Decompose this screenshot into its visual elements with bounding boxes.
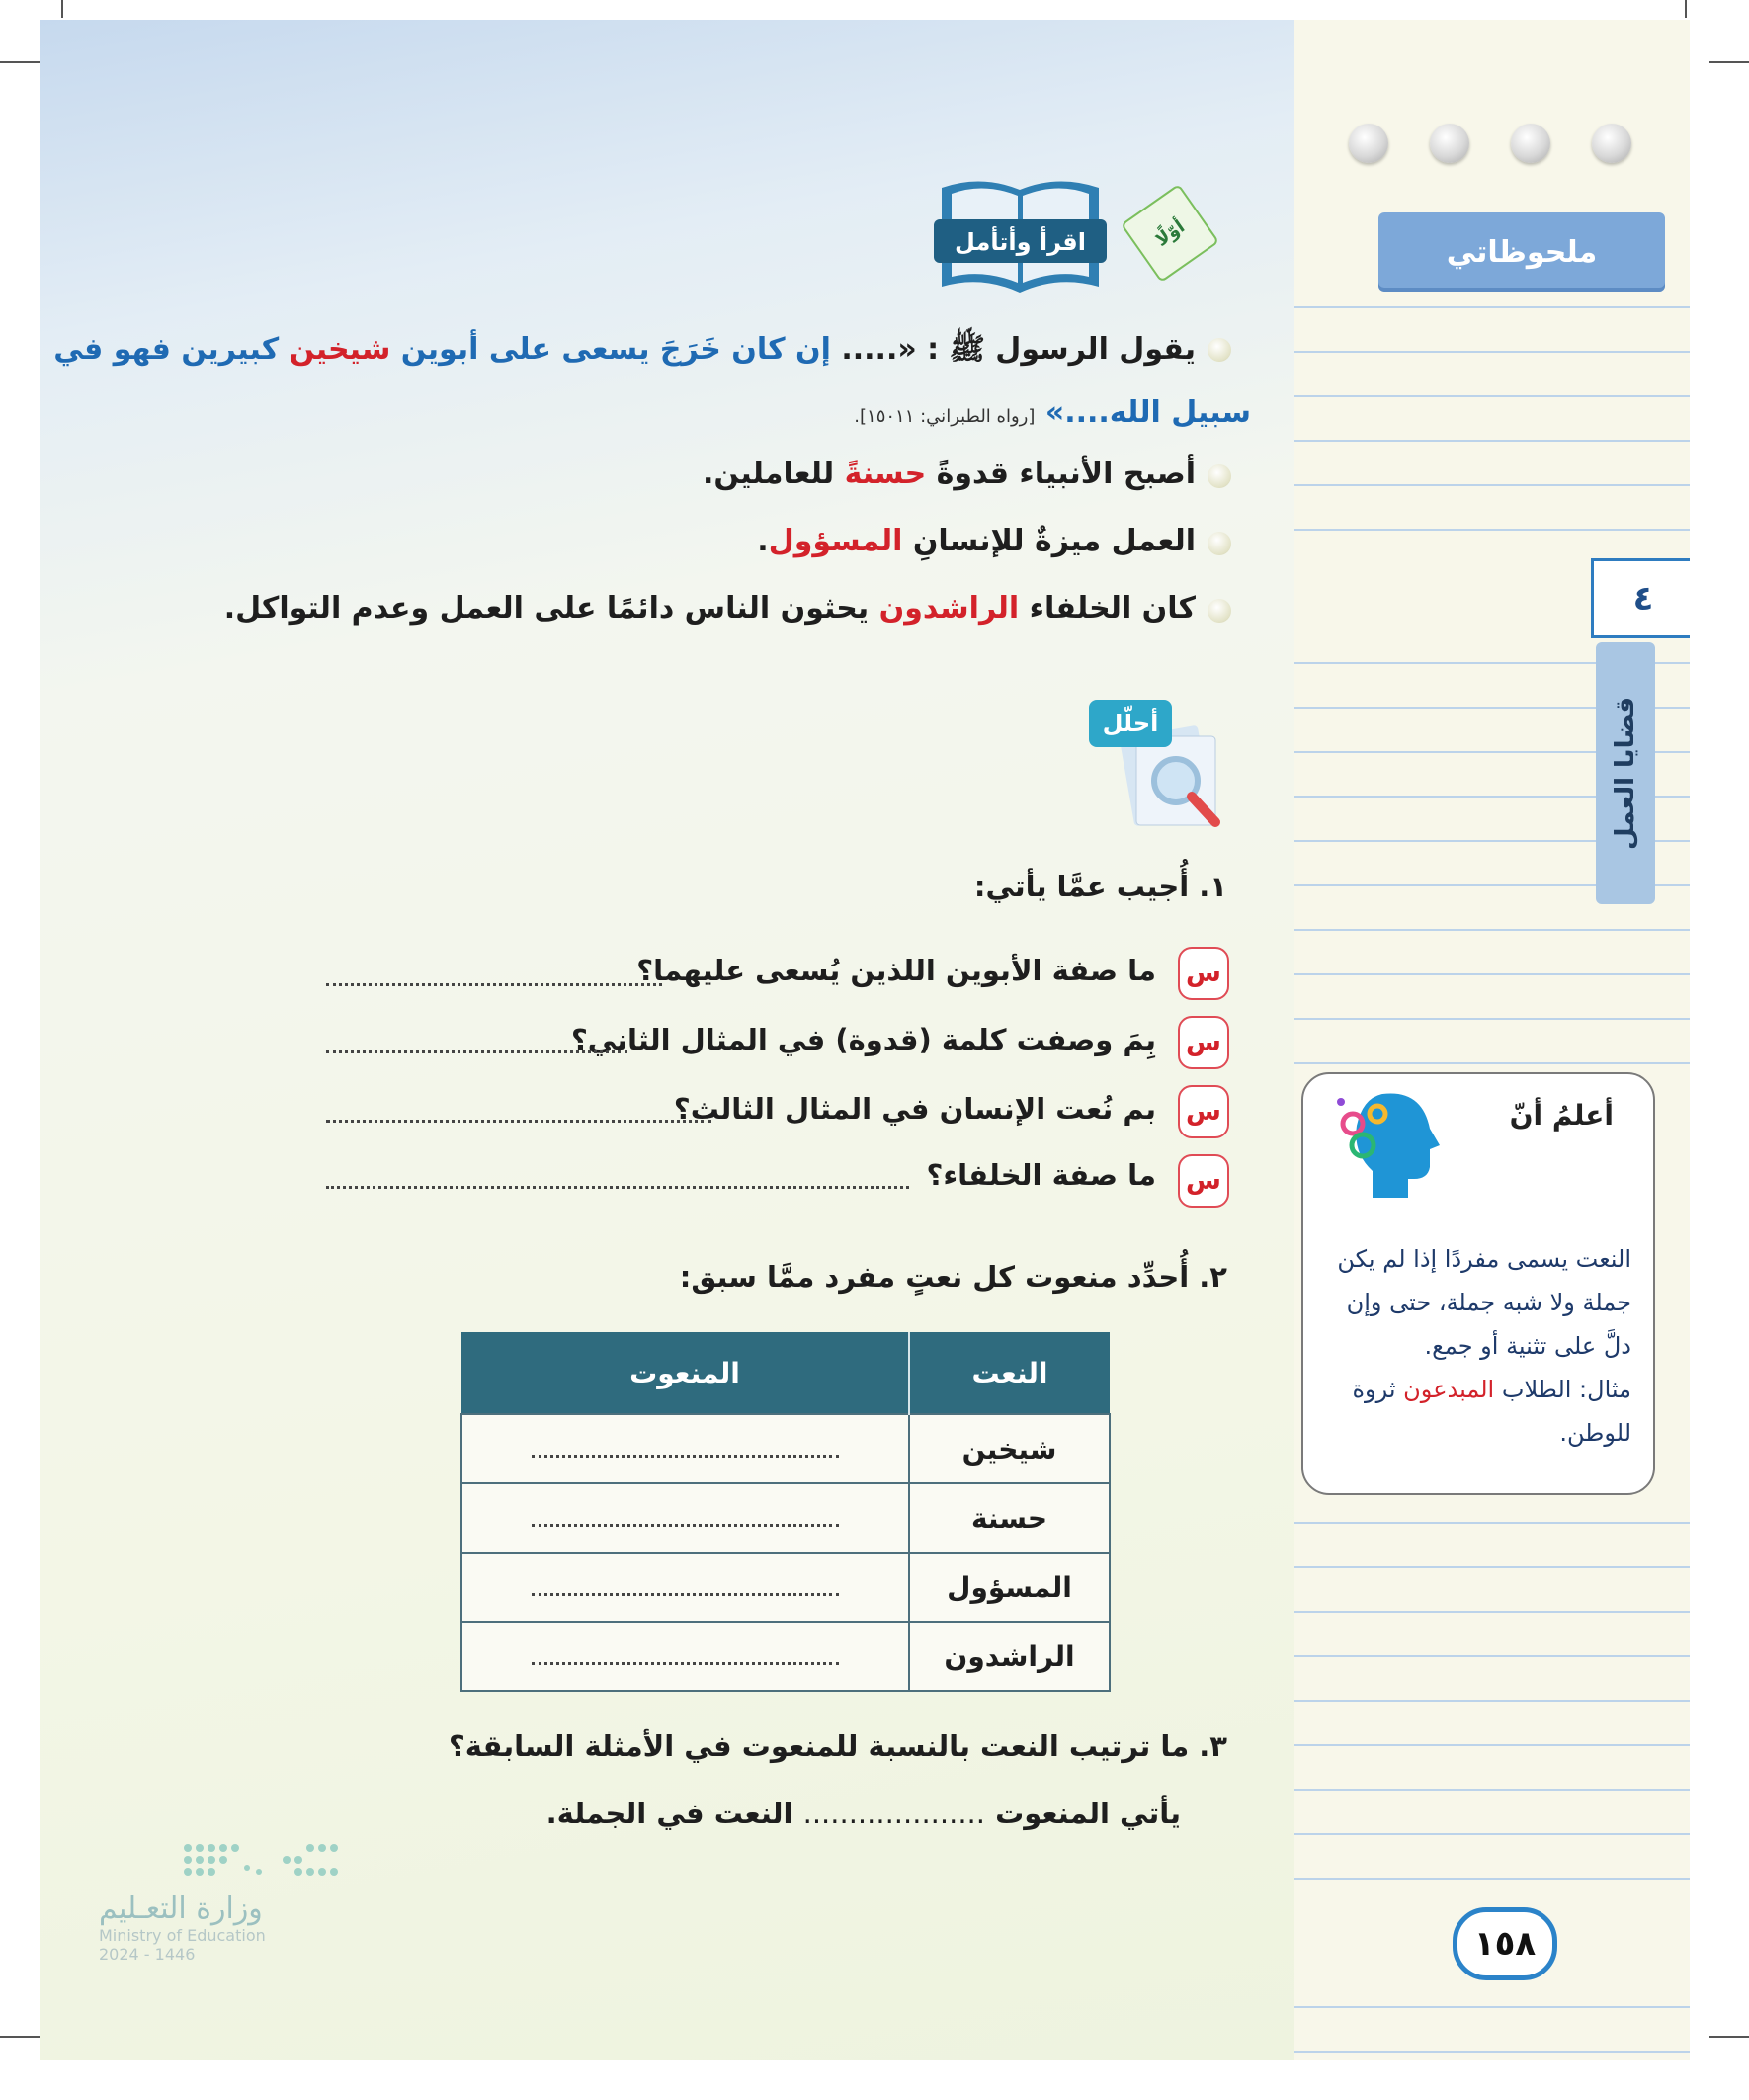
q1-question-1: ما صفة الأبوين اللذين يُسعى عليهما؟ (636, 954, 1156, 987)
example-4: كان الخلفاء الراشدون يحثون الناس دائمًا على العمل وعدم التواكل. (223, 591, 1196, 626)
bullet-icon (1208, 599, 1231, 623)
head-gears-icon (1323, 1084, 1461, 1203)
adjective-table (460, 1332, 1111, 1692)
example-3: العمل ميزةٌ للإنسانِ المسؤول. (757, 524, 1196, 558)
ministry-dots-icon (178, 1838, 356, 1888)
answer-line[interactable] (326, 983, 662, 986)
header-noun: المنعوت (461, 1332, 909, 1414)
q1-title: ١. أُجيب عمَّا يأتي: (973, 870, 1227, 903)
answer-blank[interactable]: .................... (802, 1797, 985, 1830)
crop-mark (1685, 0, 1687, 18)
answer-line[interactable] (326, 1186, 909, 1189)
ministry-year: 2024 - 1446 (99, 1945, 196, 1964)
q3-answer-line: يأتي المنعوت .................... النعت في الجملة. (545, 1797, 1181, 1830)
table-row (461, 1622, 1110, 1691)
example-1-line-2: سبيل الله....» [رواه الطبراني: ١٥٠١١]. (854, 395, 1251, 430)
bullet-icon (1208, 338, 1231, 362)
notes-title: ملحوظاتي (1378, 212, 1665, 292)
crop-mark (1709, 61, 1749, 63)
q2-title: ٢. أُحدِّد منعوت كل نعتٍ مفرد ممَّا سبق: (679, 1260, 1227, 1294)
q1-question-3: بم نُعت الإنسان في المثال الثالث؟ (673, 1092, 1156, 1126)
table-row (461, 1414, 1110, 1483)
adjective-cell: شيخين (909, 1414, 1110, 1483)
q1-question-4: ما صفة الخلفاء؟ (926, 1158, 1156, 1192)
binder-ring (1430, 124, 1469, 163)
answer-line[interactable] (326, 1120, 711, 1123)
analyze-icon (1087, 692, 1235, 840)
question-badge: س (1178, 947, 1229, 1000)
answer-line[interactable] (326, 1050, 627, 1053)
binder-ring (1511, 124, 1550, 163)
crop-mark (1709, 2036, 1749, 2038)
unit-tab (1596, 642, 1655, 904)
binder-ring (1592, 124, 1631, 163)
noun-answer-cell[interactable] (461, 1553, 909, 1622)
bullet-icon (1208, 532, 1231, 555)
adjective-cell: حسنة (909, 1483, 1110, 1553)
table-row (461, 1553, 1110, 1622)
ministry-arabic: وزارة التعـليم (99, 1891, 263, 1926)
q3-title: ٣. ما ترتيب النعت بالنسبة للمنعوت في الأمثلة السابقة؟ (448, 1729, 1227, 1763)
q1-question-2: بِمَ وصفت كلمة (قدوة) في المثال الثاني؟ (570, 1023, 1156, 1056)
read-reflect-book (934, 168, 1107, 306)
know-box-title: أعلمُ أنّ (1509, 1099, 1614, 1132)
read-reflect-banner: اقرأ وأتأمل (955, 228, 1086, 256)
crop-mark (0, 61, 40, 63)
noun-answer-cell[interactable] (461, 1622, 909, 1691)
ministry-english: Ministry of Education (99, 1926, 266, 1945)
crop-mark (61, 0, 63, 18)
know-box (1301, 1072, 1655, 1495)
adjective-cell: الراشدون (909, 1622, 1110, 1691)
know-box-line: النعت يسمى مفردًا إذا لم يكن (1337, 1245, 1631, 1273)
first-badge: أوّلًا (1121, 184, 1219, 283)
unit-number: ٤ (1591, 558, 1690, 638)
page-number: ١٥٨ (1453, 1907, 1557, 1980)
question-badge: س (1178, 1154, 1229, 1208)
example-2: أصبح الأنبياء قدوةً حسنةً للعاملين. (702, 457, 1196, 491)
unit-title: قضايا العمل (1611, 697, 1640, 850)
know-box-example-end: للوطن. (1559, 1419, 1631, 1447)
know-box-line: جملة ولا شبه جملة، حتى وإن (1346, 1289, 1631, 1316)
analyze-badge: أحلّل (1089, 700, 1172, 747)
noun-answer-cell[interactable] (461, 1414, 909, 1483)
ministry-logo (99, 1838, 336, 1964)
header-adjective: النعت (909, 1332, 1110, 1414)
know-box-line: دلَّ على تثنية أو جمع. (1424, 1332, 1631, 1360)
table-row (461, 1483, 1110, 1553)
binder-ring (1349, 124, 1388, 163)
noun-answer-cell[interactable] (461, 1483, 909, 1553)
notes-panel (1294, 20, 1690, 2060)
bullet-icon (1208, 464, 1231, 488)
question-badge: س (1178, 1016, 1229, 1069)
question-badge: س (1178, 1085, 1229, 1138)
know-box-example: مثال: الطلاب المبدعون ثروة (1352, 1376, 1631, 1403)
example-1-line-1: يقول الرسول ﷺ : «..... إن كان خَرَجَ يسعى على أبوين شيخين كبيرين فهو في (53, 332, 1196, 367)
adjective-cell: المسؤول (909, 1553, 1110, 1622)
crop-mark (0, 2036, 40, 2038)
